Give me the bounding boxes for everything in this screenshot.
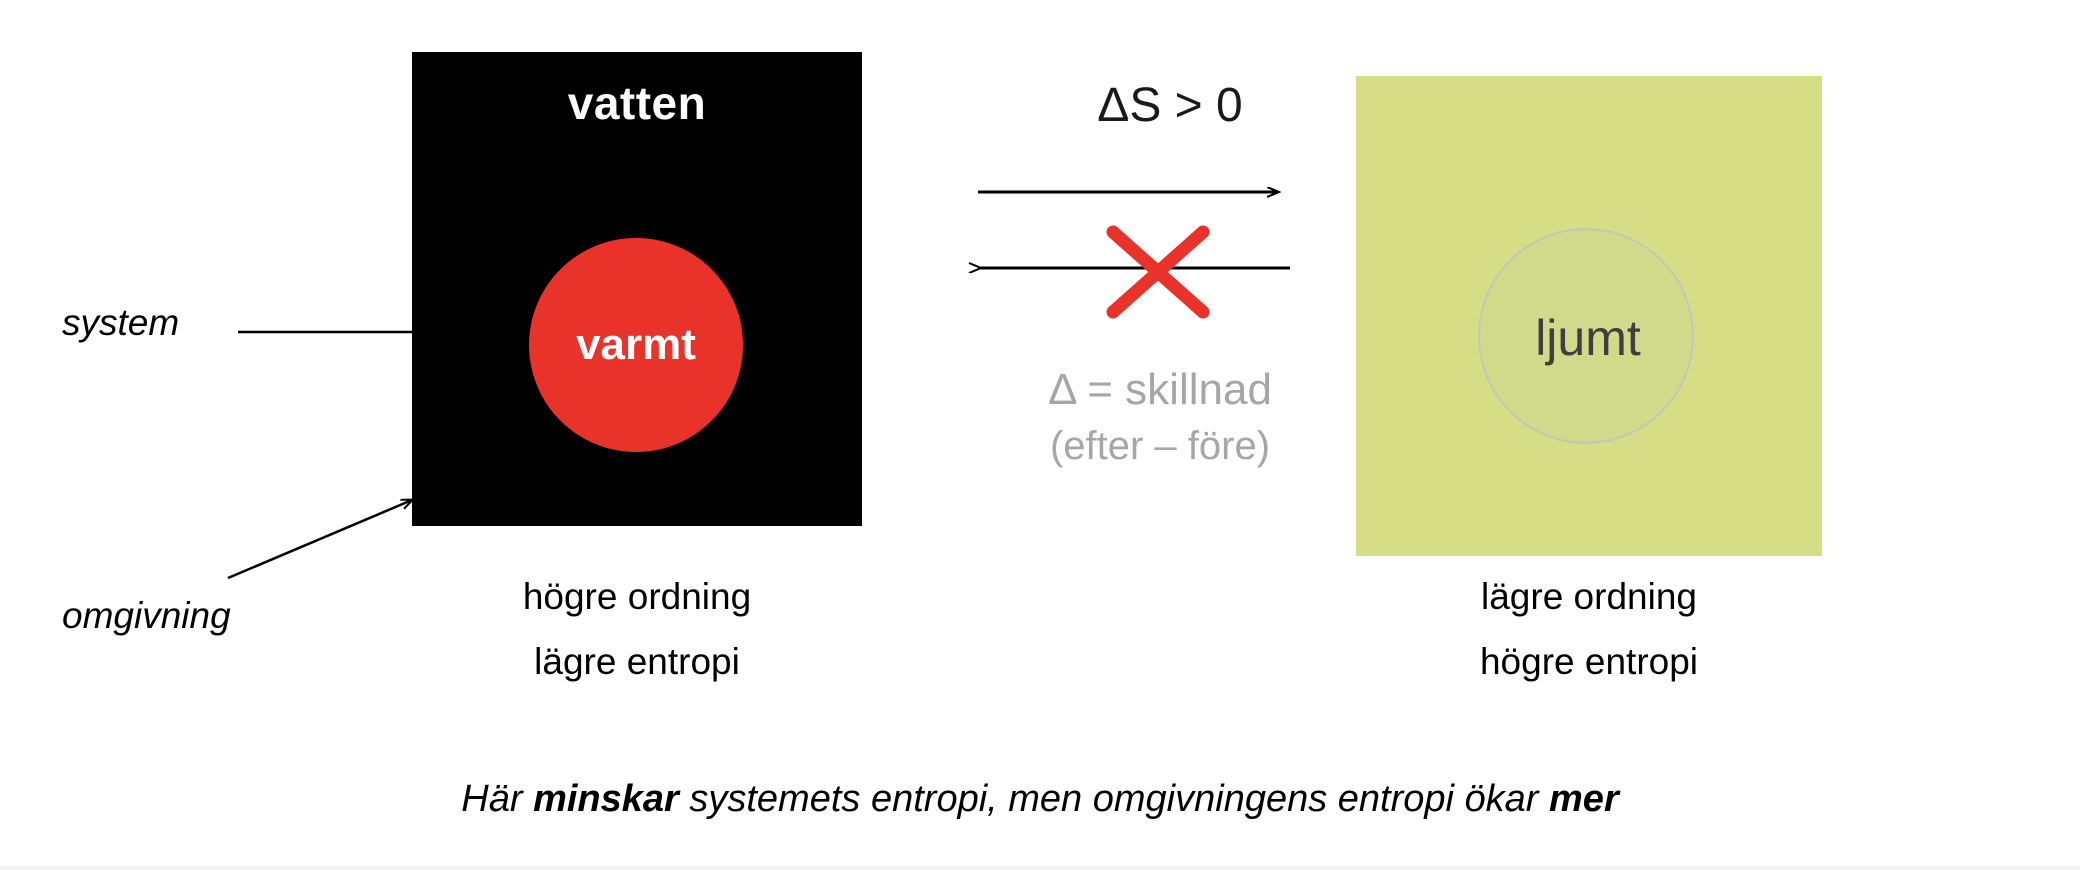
annotation-system: system: [62, 302, 180, 343]
surroundings-caption: [1356, 565, 1822, 695]
summary-part2: systemets entropi, men omgivningens entropi ökar: [678, 778, 1550, 820]
summary-part1: Här: [461, 778, 534, 820]
system-caption-line2: lägre entropi: [534, 640, 740, 682]
leader-line-omgivning: [228, 500, 412, 578]
delta-s-label: ΔS > 0: [1097, 79, 1243, 132]
system-caption: [412, 565, 862, 695]
summary-bold1: minskar: [533, 778, 679, 820]
surroundings-caption-line1: lägre ordning: [1481, 576, 1697, 617]
delta-definition-line2: (efter – före): [1049, 424, 1271, 469]
summary-sentence: [0, 778, 2080, 821]
hot-water-circle: [529, 238, 743, 452]
summary-bold2: mer: [1549, 778, 1619, 820]
system-box-title: vatten: [567, 77, 707, 129]
lukewarm-water-label: ljumt: [1535, 310, 1641, 366]
bottom-divider: [0, 866, 2080, 870]
surroundings-caption-line2: högre entropi: [1479, 640, 1699, 682]
delta-definition-note: [960, 360, 1360, 473]
delta-definition-line1: Δ = skillnad: [1048, 365, 1272, 414]
system-caption-line1: högre ordning: [522, 576, 752, 617]
hot-water-label: varmt: [576, 320, 696, 369]
red-cross-icon: [1113, 232, 1203, 312]
lukewarm-water-circle: [1478, 228, 1694, 444]
annotation-omgivning: omgivning: [62, 595, 231, 636]
